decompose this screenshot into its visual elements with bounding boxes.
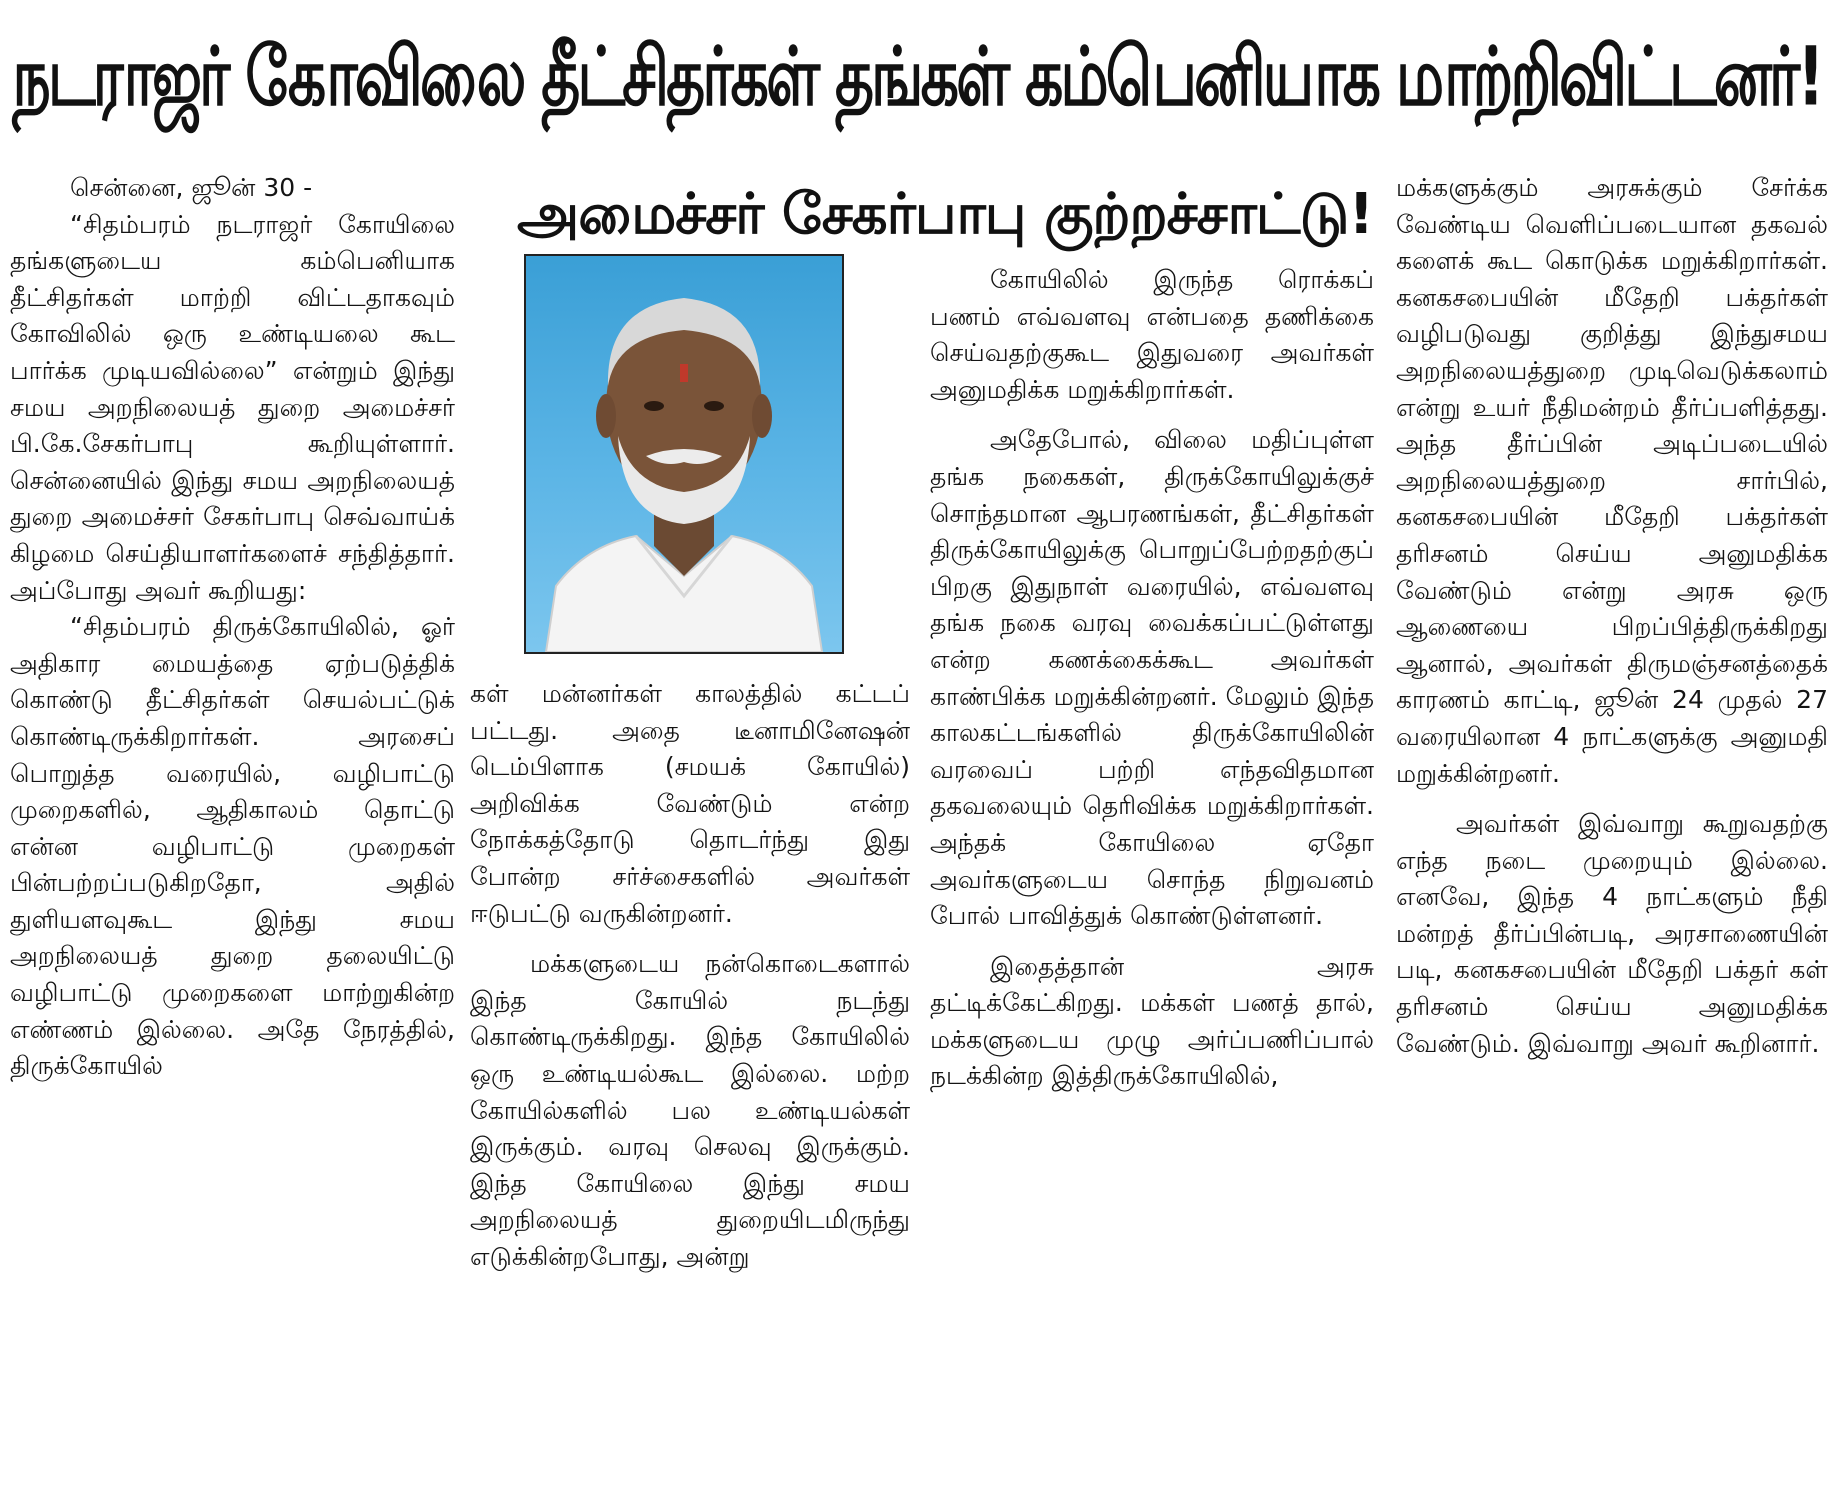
- dateline: சென்னை, ஜூன் 30 -: [70, 173, 313, 202]
- paragraph: “சிதம்பரம் திருக்கோயிலில், ஓர் அதிகார மையத்தை ஏற்படுத்திக் கொண்டு தீட்சிதர்கள் செயல்பட்டுக் கொண்டிருக்கிறார்கள். அரசைப் பொறுத்த வரையில், வழிபாட்டு முறைகளில், ஆதிகாலம் தொட்டு என்ன வழிபாட்டு முறைகள் பின்பற்றப்படுகிறதோ, அதில் துளியளவுகூட இந்து சமய அறநிலையத் துறை தலையிட்டு வழிபாட்டு முறைகளை மாற்றுகின்ற எண்ணம் இல்லை. அதே நேரத்தில், திருக்கோயில்: [10, 612, 455, 1081]
- article-column-4: [1396, 170, 1828, 1062]
- paragraph: மக்களுடைய நன்கொடைகளால் இந்த கோயில் நடந்து கொண்டிருக்கிறது. இந்த கோயிலில் ஒரு உண்டியல்கூட இல்லை. மற்ற கோயில்களில் பல உண்டியல்கள் இருக்கும். வரவு செலவு இருக்கும். இந்த கோயிலை இந்து சமய அறநிலையத் துறையிடமிருந்து எடுக்கின்றபோது, அன்று: [470, 949, 910, 1271]
- article-column-2: [470, 676, 910, 1276]
- photo-portrait: [524, 254, 844, 654]
- article-column-3: [930, 262, 1374, 1095]
- paragraph: கள் மன்னர்கள் காலத்தில் கட்டப் பட்டது. அதை டீனாமினேஷன் டெம்பிளாக (சமயக் கோயில்) அறிவிக்க வேண்டும் என்ற நோக்கத்தோடு தொடர்ந்து இது போன்ற சர்ச்சைகளில் அவர்கள் ஈடுபட்டு வருகின்றனர்.: [470, 679, 910, 928]
- paragraph: அவர்கள் இவ்வாறு கூறுவதற்கு எந்த நடை முறையும் இல்லை. எனவே, இந்த 4 நாட்களும் நீதி மன்றத் தீர்ப்பின்படி, அரசாணையின் படி, கனகசபையின் மீதேறி பக்தர் கள் தரிசனம் செய்ய அனுமதிக்க வேண்டும். இவ்வாறு அவர் கூறினார்.: [1396, 809, 1828, 1058]
- article-column-1: [10, 170, 455, 1085]
- paragraph: மக்களுக்கும் அரசுக்கும் சேர்க்க வேண்டிய வெளிப்படையான தகவல் களைக் கூட கொடுக்க மறுக்கிறார்கள். கனகசபையின் மீதேறி பக்தர்கள் வழிபடுவது குறித்து இந்துசமய அறநிலையத்துறை முடிவெடுக்கலாம் என்று உயர் நீதிமன்றம் தீர்ப்பளித்தது. அந்த தீர்ப்பின் அடிப்படையில் அறநிலையத்துறை சார்பில், கனகசபையின் மீதேறி பக்தர்கள் தரிசனம் செய்ய அனுமதிக்க வேண்டும் என்று அரசு ஒரு ஆணையை பிறப்பித்திருக்கிறது ஆனால், அவர்கள் திருமஞ்சனத்தைக் காரணம் காட்டி, ஜூன் 24 முதல் 27 வரையிலான 4 நாட்களுக்கு அனுமதி மறுக்கின்றனர்.: [1396, 173, 1828, 788]
- subheadline: அமைச்சர் சேகர்பாபு குற்றச்சாட்டு!: [516, 182, 1374, 247]
- paragraph: “சிதம்பரம் நடராஜர் கோயிலை தங்களுடைய கம்பெனியாக தீட்சிதர்கள் மாற்றி விட்டதாகவும் கோவிலில் ஒரு உண்டியலை கூட பார்க்க முடியவில்லை” என்றும் இந்து சமய அறநிலையத் துறை அமைச்சர் பி.கே.சேகர்பாபு கூறியுள்ளார். சென்னையில் இந்து சமய அறநிலையத் துறை அமைச்சர் சேகர்பாபு செவ்வாய்க் கிழமை செய்தியாளர்களைச் சந்தித்தார். அப்போது அவர் கூறியது:: [10, 209, 455, 605]
- paragraph: இதைத்தான் அரசு தட்டிக்கேட்கிறது. மக்கள் பணத் தால், மக்களுடைய முழு அர்ப்பணிப்பால் நடக்கின்ற இத்திருக்கோயிலில்,: [930, 951, 1374, 1091]
- paragraph: அதேபோல், விலை மதிப்புள்ள தங்க நகைகள், திருக்கோயிலுக்குச் சொந்தமான ஆபரணங்கள், தீட்சிதர்கள் திருக்கோயிலுக்கு பொறுப்பேற்றதற்குப் பிறகு இதுநாள் வரையில், எவ்வளவு தங்க நகை வரவு வைக்கப்பட்டுள்ளது என்ற கணக்கைக்கூட அவர்கள் காண்பிக்க மறுக்கின்றனர். மேலும் இந்த காலகட்டங்களில் திருக்கோயிலின் வரவைப் பற்றி எந்தவிதமான தகவலையும் தெரிவிக்க மறுக்கிறார்கள். அந்தக் கோயிலை ஏதோ அவர்களுடைய சொந்த நிறுவனம் போல் பாவித்துக் கொண்டுள்ளனர்.: [930, 425, 1374, 931]
- paragraph: கோயிலில் இருந்த ரொக்கப் பணம் எவ்வளவு என்பதை தணிக்கை செய்வதற்குகூட இதுவரை அவர்கள் அனுமதிக்க மறுக்கிறார்கள்.: [930, 265, 1374, 404]
- portrait-illustration: [526, 256, 842, 652]
- headline: நடராஜர் கோவிலை தீட்சிதர்கள் தங்கள் கம்பெனியாக மாற்றிவிட்டனர்!: [12, 30, 1822, 125]
